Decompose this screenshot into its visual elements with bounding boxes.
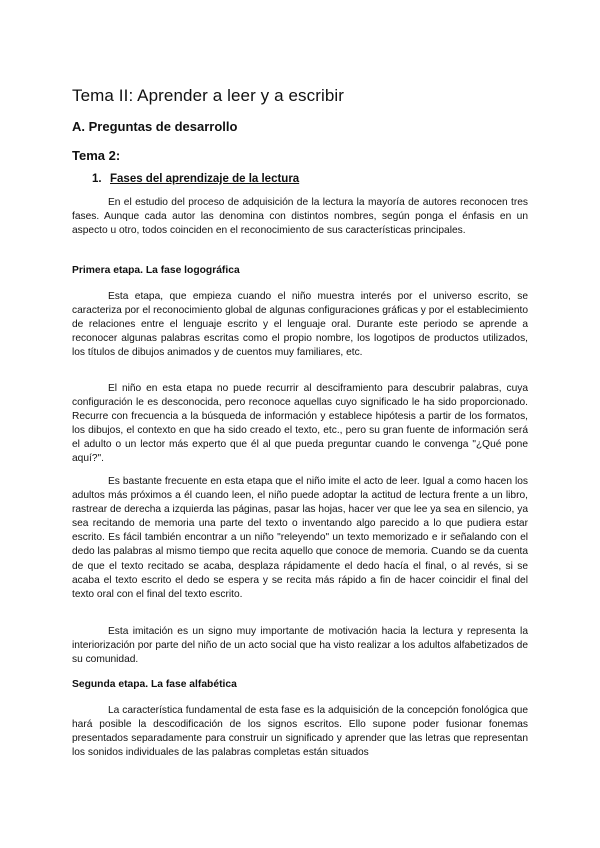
stage2-paragraph-1: La característica fundamental de esta fase es la adquisición de la concepción fonológica que hará posible la descodificación de los signos escritos. Ello supone poder fusionar fonemas presentados separadamente para construir un significado y aprender que las letras que representan los sonidos individuales de las palabras completas están situados <box>72 705 528 759</box>
stage2-paragraph-1-block <box>72 704 528 760</box>
stage1-paragraph-1-block <box>72 290 528 360</box>
stage1-paragraph-3: Es bastante frecuente en esta etapa que el niño imite el acto de leer. Igual a como hacen los adultos más próximos a él cuando leen, el niño puede adoptar la actitud de lectura frente a un libro, rastrear de derecha a izquierda las páginas, pasar las hojas, hacer ver que lee ya sea en silencio, ya sea recitando de memoria una parte del texto o inventando algo parecido a lo que pudiera estar escrito. Es fácil también encontrar a un niño "releyendo" un texto memorizado e ir señalando con el dedo las palabras al mismo tiempo que recita aquello que conoce de memoria. Cuando se da cuenta de que el texto recitado se acaba, desplaza rápidamente el dedo hacía el final, o al revés, si se acaba el texto escrito el dedo se espera y se recita más rápido a fin de hacer coincidir el final del texto oral con el final del texto escrito. <box>72 476 528 600</box>
stage1-paragraph-2-block <box>72 382 528 467</box>
stage1-paragraph-4-block <box>72 625 528 667</box>
section-heading: A. Preguntas de desarrollo <box>72 119 238 134</box>
stage1-paragraph-4: Esta imitación es un signo muy importante de motivación hacia la lectura y representa la interiorización por parte del niño de un acto social que ha visto realizar a los adultos alfabetizados de su comunidad. <box>72 626 528 666</box>
stage1-paragraph-1: Esta etapa, que empieza cuando el niño muestra interés por el universo escrito, se caracteriza por el reconocimiento global de algunas configuraciones gráficas y por el establecimiento de relaciones entre el lenguaje escrito y el lenguaje oral. Durante este periodo se aprende a reconocer algunas palabras escritas como el propio nombre, los logotipos de productos utilizados, los títulos de dibujos animados y de cuentos muy familiares, etc. <box>72 291 528 359</box>
list-heading <box>92 173 299 185</box>
intro-block <box>72 196 528 238</box>
stage1-paragraph-3-block <box>72 475 528 602</box>
list-number: 1. <box>92 173 102 185</box>
stage1-heading: Primera etapa. La fase logográfica <box>72 265 240 276</box>
stage1-paragraph-2: El niño en esta etapa no puede recurrir al desciframiento para descubrir palabras, cuya configuración le es desconocida, pero reconoce aquellas cuyo significado le ha sido proporcionado. Recurre con frecuencia a la búsqueda de información y establece hipótesis a partir de los formatos, los dibujos, el contexto en que ha sido creado el texto, etc., pero su gran fuente de información será el adulto o un lector más experto que él al que pueda preguntar cuando le convenga "¿Qué pone aquí?". <box>72 383 528 465</box>
stage2-heading: Segunda etapa. La fase alfabética <box>72 679 237 690</box>
document-title: Tema II: Aprender a leer y a escribir <box>72 86 345 105</box>
topic-heading: Tema 2: <box>72 148 121 163</box>
list-heading-text: Fases del aprendizaje de la lectura <box>110 173 300 185</box>
intro-paragraph: En el estudio del proceso de adquisición de la lectura la mayoría de autores reconocen tres fases. Aunque cada autor las denomina con distintos nombres, según ponga el énfasis en un aspecto u otro, todos coinciden en el reconocimiento de sus características principales. <box>72 197 528 237</box>
